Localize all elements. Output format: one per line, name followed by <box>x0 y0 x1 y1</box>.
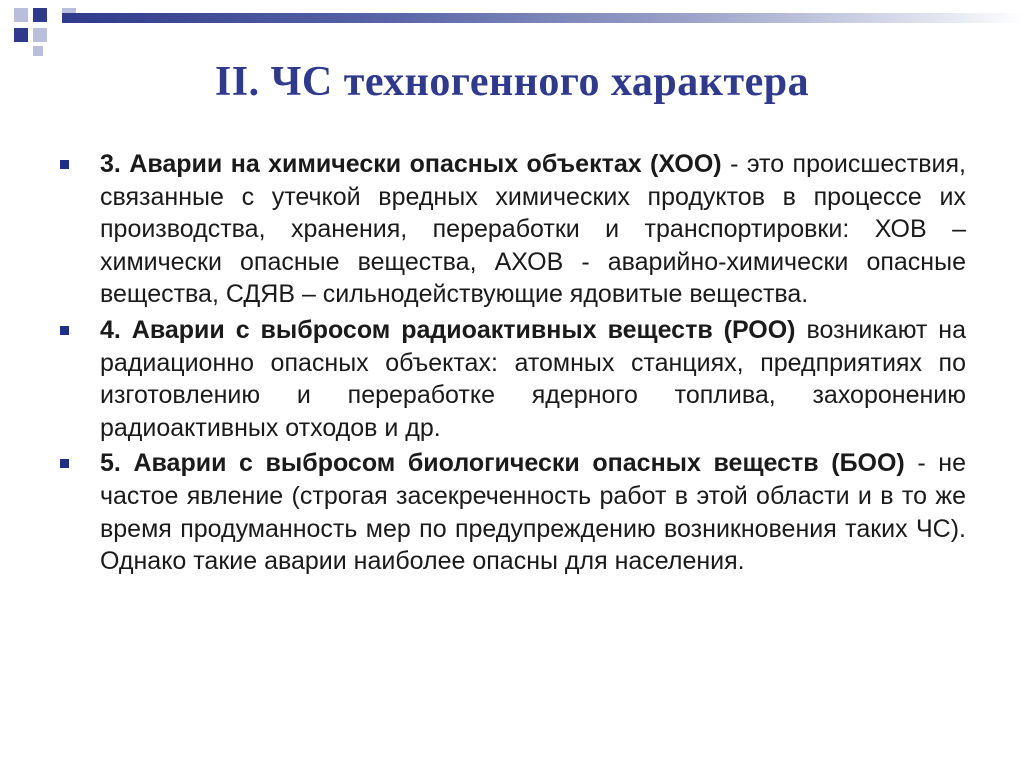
list-item-lead: 3. Аварии на химически опасных объектах (ХОО) <box>100 150 722 178</box>
square-bullet-icon <box>60 459 69 468</box>
deco-square <box>14 8 28 22</box>
list-item <box>60 314 966 444</box>
list-item-text <box>100 148 966 311</box>
deco-square <box>33 28 47 42</box>
slide-title: II. ЧС техногенного характера <box>214 59 810 105</box>
list-item-text <box>100 314 966 444</box>
list-item-lead: 4. Аварии с выбросом радиоактивных веществ (РОО) <box>100 315 796 344</box>
square-bullet-icon <box>60 160 69 169</box>
square-bullet-icon <box>60 326 69 335</box>
list-item-body: - это происшествия, связанные с утечкой вредных химических продуктов в процессе их производства, хранения, переработки и транспортировки: ХОВ – химически опасные вещества, АХОВ - аварийно-химически опасные вещества, СДЯВ – сильнодействующие ядовитые вещества. <box>100 150 966 309</box>
header-gradient-bar <box>62 13 1024 23</box>
decorative-squares <box>0 0 90 60</box>
list-item <box>60 447 966 577</box>
deco-square <box>14 28 28 42</box>
list-item-body: возникают на радиационно опасных объектах: атомных станциях, предприятиях по изготовлению и переработке ядерного топлива, захоронению радиоактивных отходов и др. <box>100 315 966 442</box>
list-item-body: - не частое явление (строгая засекреченность работ в этой области и в то же время продуманность мер по предупреждению возникновения таких ЧС). Однако такие аварии наиболее опасны для населения. <box>100 449 966 576</box>
list-item-text <box>100 447 966 577</box>
bullet-list <box>60 148 966 581</box>
deco-square <box>33 46 43 56</box>
list-item <box>60 148 966 311</box>
deco-square <box>33 8 47 22</box>
list-item-lead: 5. Аварии с выбросом биологически опасных веществ (БОО) <box>100 449 905 478</box>
